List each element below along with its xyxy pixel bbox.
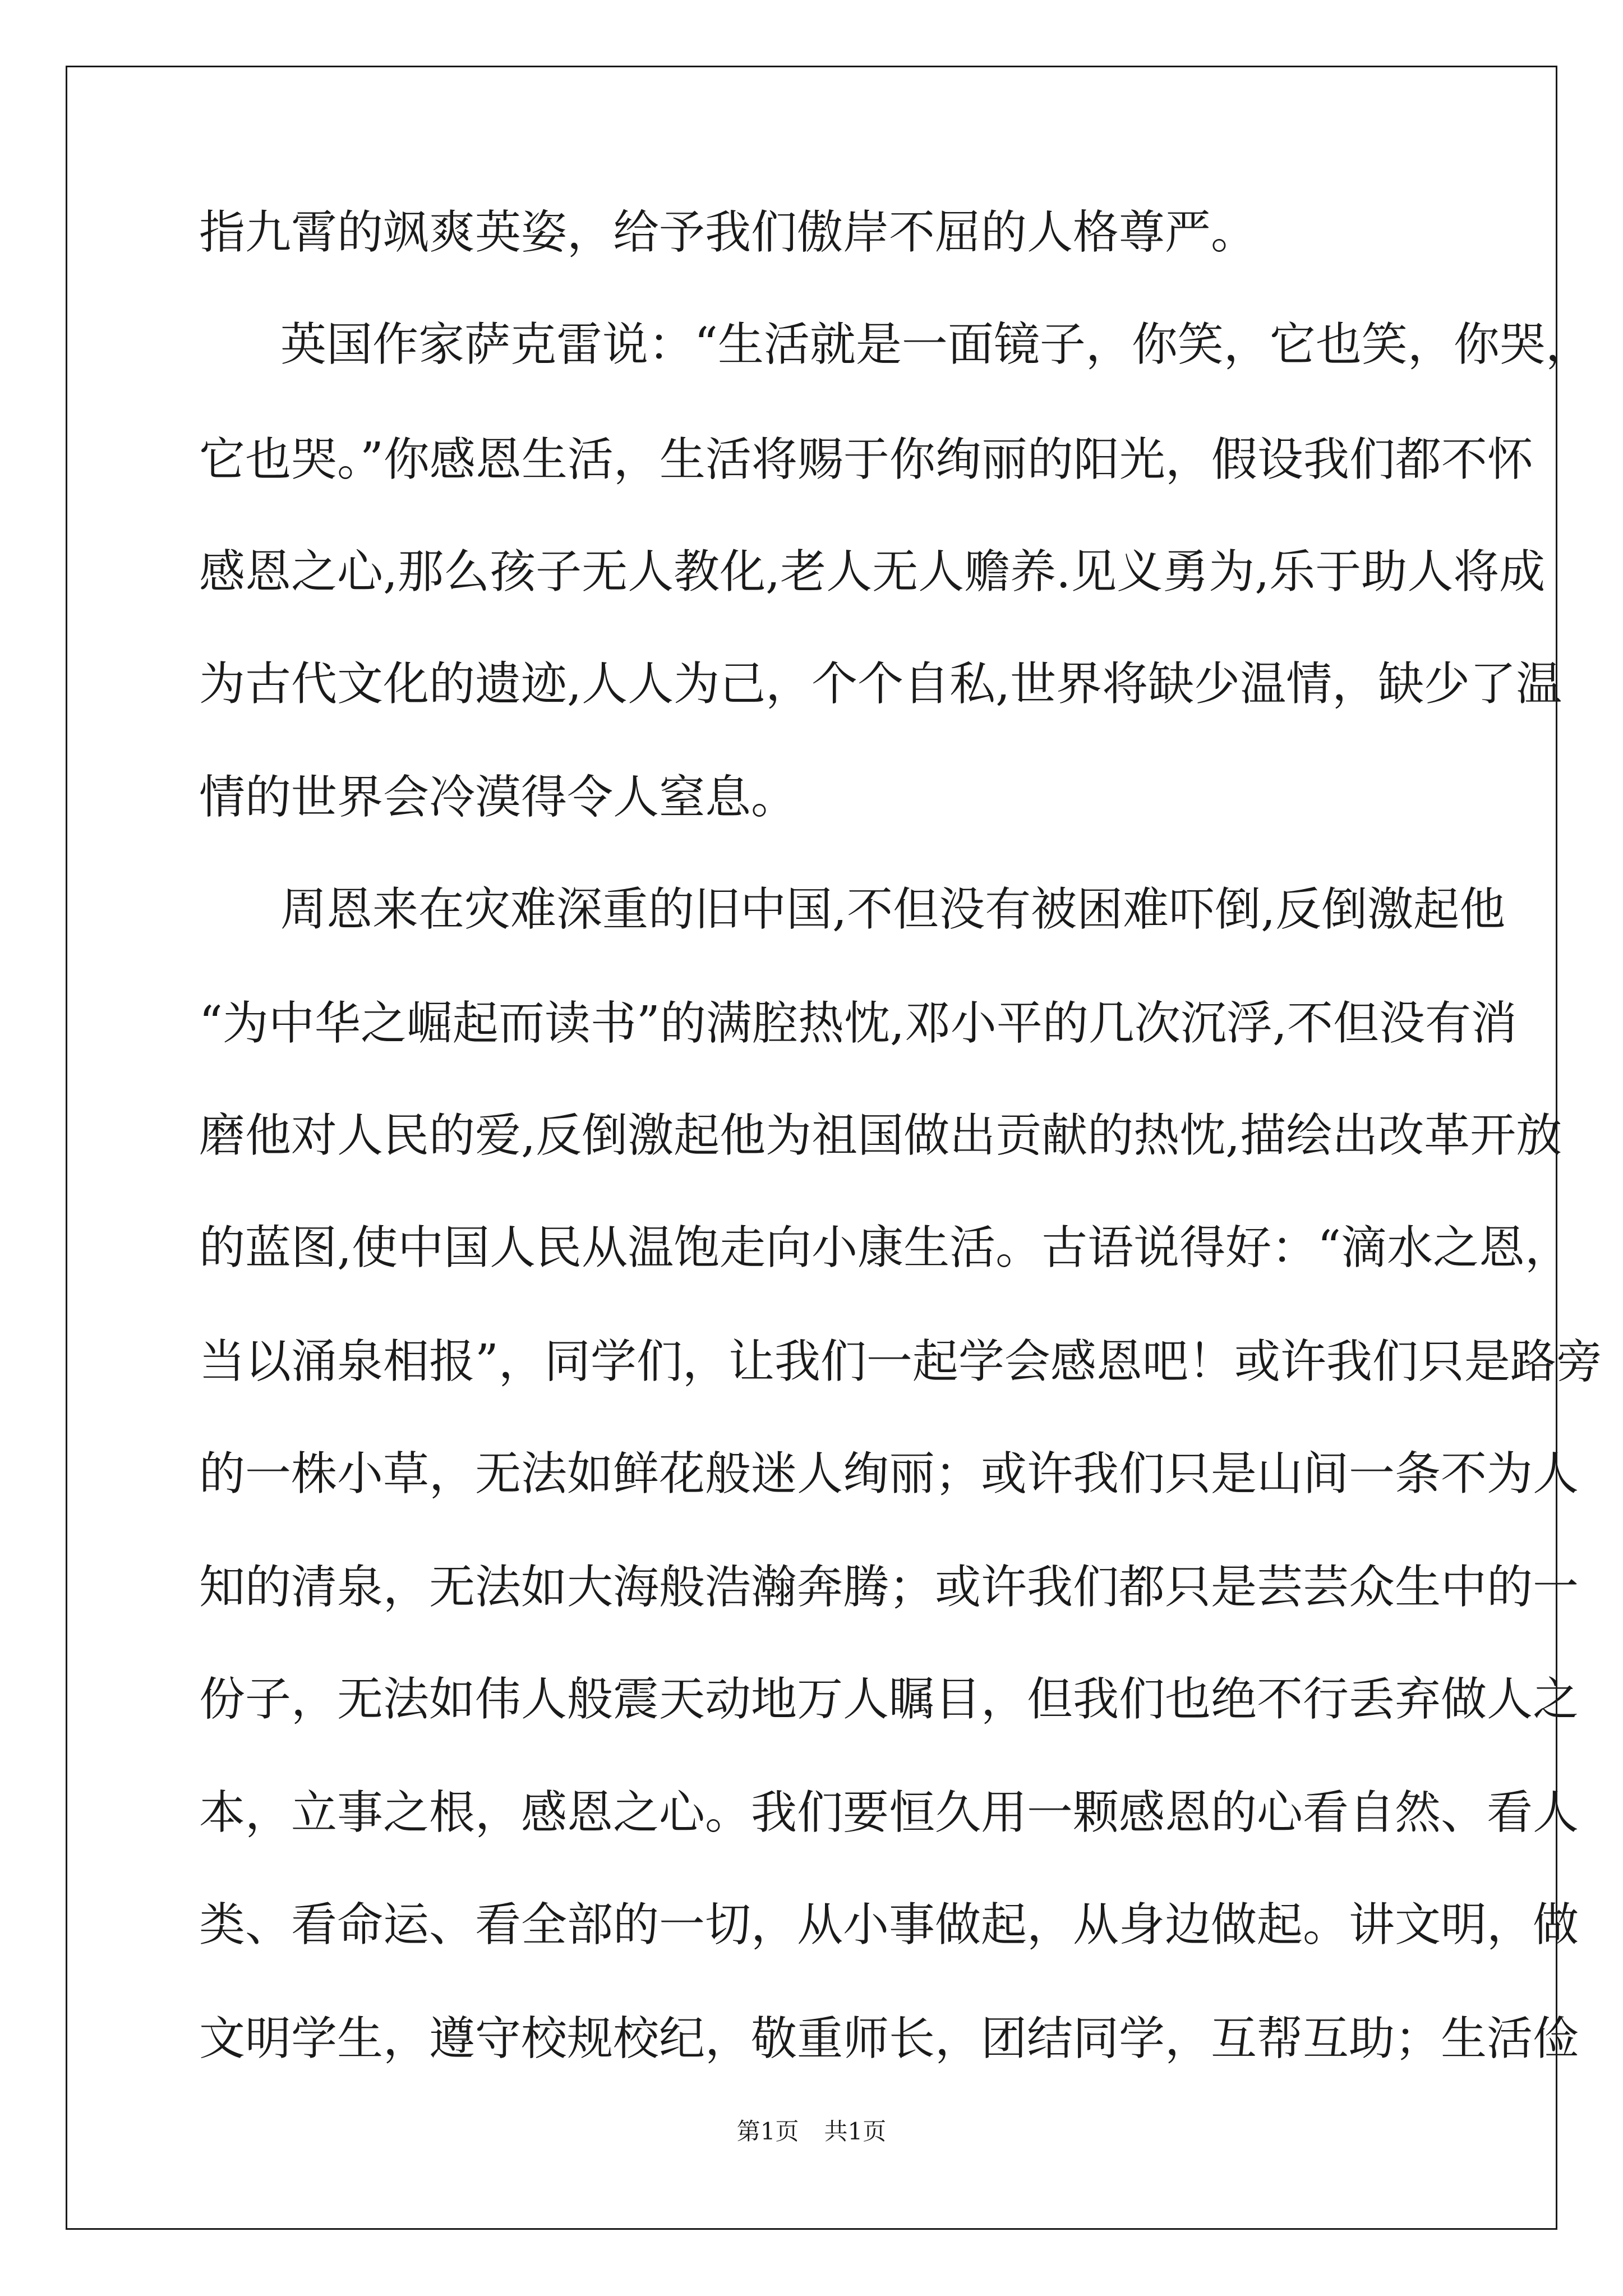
page-number: 第1页 [736, 2118, 799, 2145]
text-line: 它也哭。”你感恩生活，生活将赐于你绚丽的阳光，假设我们都不怀 [199, 433, 1533, 486]
text-line: 类、看命运、看全部的一切，从小事做起，从身边做起。讲文明，做 [199, 1898, 1579, 1952]
text-line: 份子，无法如伟人般震天动地万人瞩目，但我们也绝不行丢弃做人之 [199, 1673, 1579, 1726]
page-total: 共1页 [824, 2118, 887, 2145]
text-line: 知的清泉，无法如大海般浩瀚奔腾；或许我们都只是芸芸众生中的一 [199, 1561, 1579, 1614]
text-line: 感恩之心,那么孩子无人教化,老人无人赡养.见义勇为,乐于助人将成 [199, 545, 1546, 599]
text-line: 当以涌泉相报”，同学们，让我们一起学会感恩吧！或许我们只是路旁 [199, 1335, 1602, 1388]
page-footer [0, 2115, 1623, 2148]
text-line: 为古代文化的遗迹,人人为己，个个自私,世界将缺少温情，缺少了温 [199, 657, 1562, 711]
text-line: 的蓝图,使中国人民从温饱走向小康生活。古语说得好：“滴水之恩， [199, 1221, 1571, 1274]
text-line: 的一株小草，无法如鲜花般迷人绚丽；或许我们只是山间一条不为人 [199, 1447, 1579, 1501]
text-line: 情的世界会冷漠得令人窒息。 [199, 771, 797, 824]
text-line: 文明学生，遵守校规校纪，敬重师长，团结同学，互帮互助；生活俭 [199, 2012, 1579, 2065]
text-line: 周恩来在灾难深重的旧中国,不但没有被困难吓倒,反倒激起他 [280, 883, 1506, 936]
text-line: “为中华之崛起而读书”的满腔热忱,邓小平的几次沉浮,不但没有消 [199, 997, 1517, 1050]
text-line: 英国作家萨克雷说：“生活就是一面镜子，你笑，它也笑，你哭， [280, 318, 1592, 371]
text-line: 指九霄的飒爽英姿，给予我们傲岸不屈的人格尊严。 [199, 206, 1257, 259]
text-line: 本，立事之根，感恩之心。我们要恒久用一颗感恩的心看自然、看人 [199, 1786, 1579, 1839]
text-line: 磨他对人民的爱,反倒激起他为祖国做出贡献的热忱,描绘出改革开放 [199, 1109, 1562, 1162]
